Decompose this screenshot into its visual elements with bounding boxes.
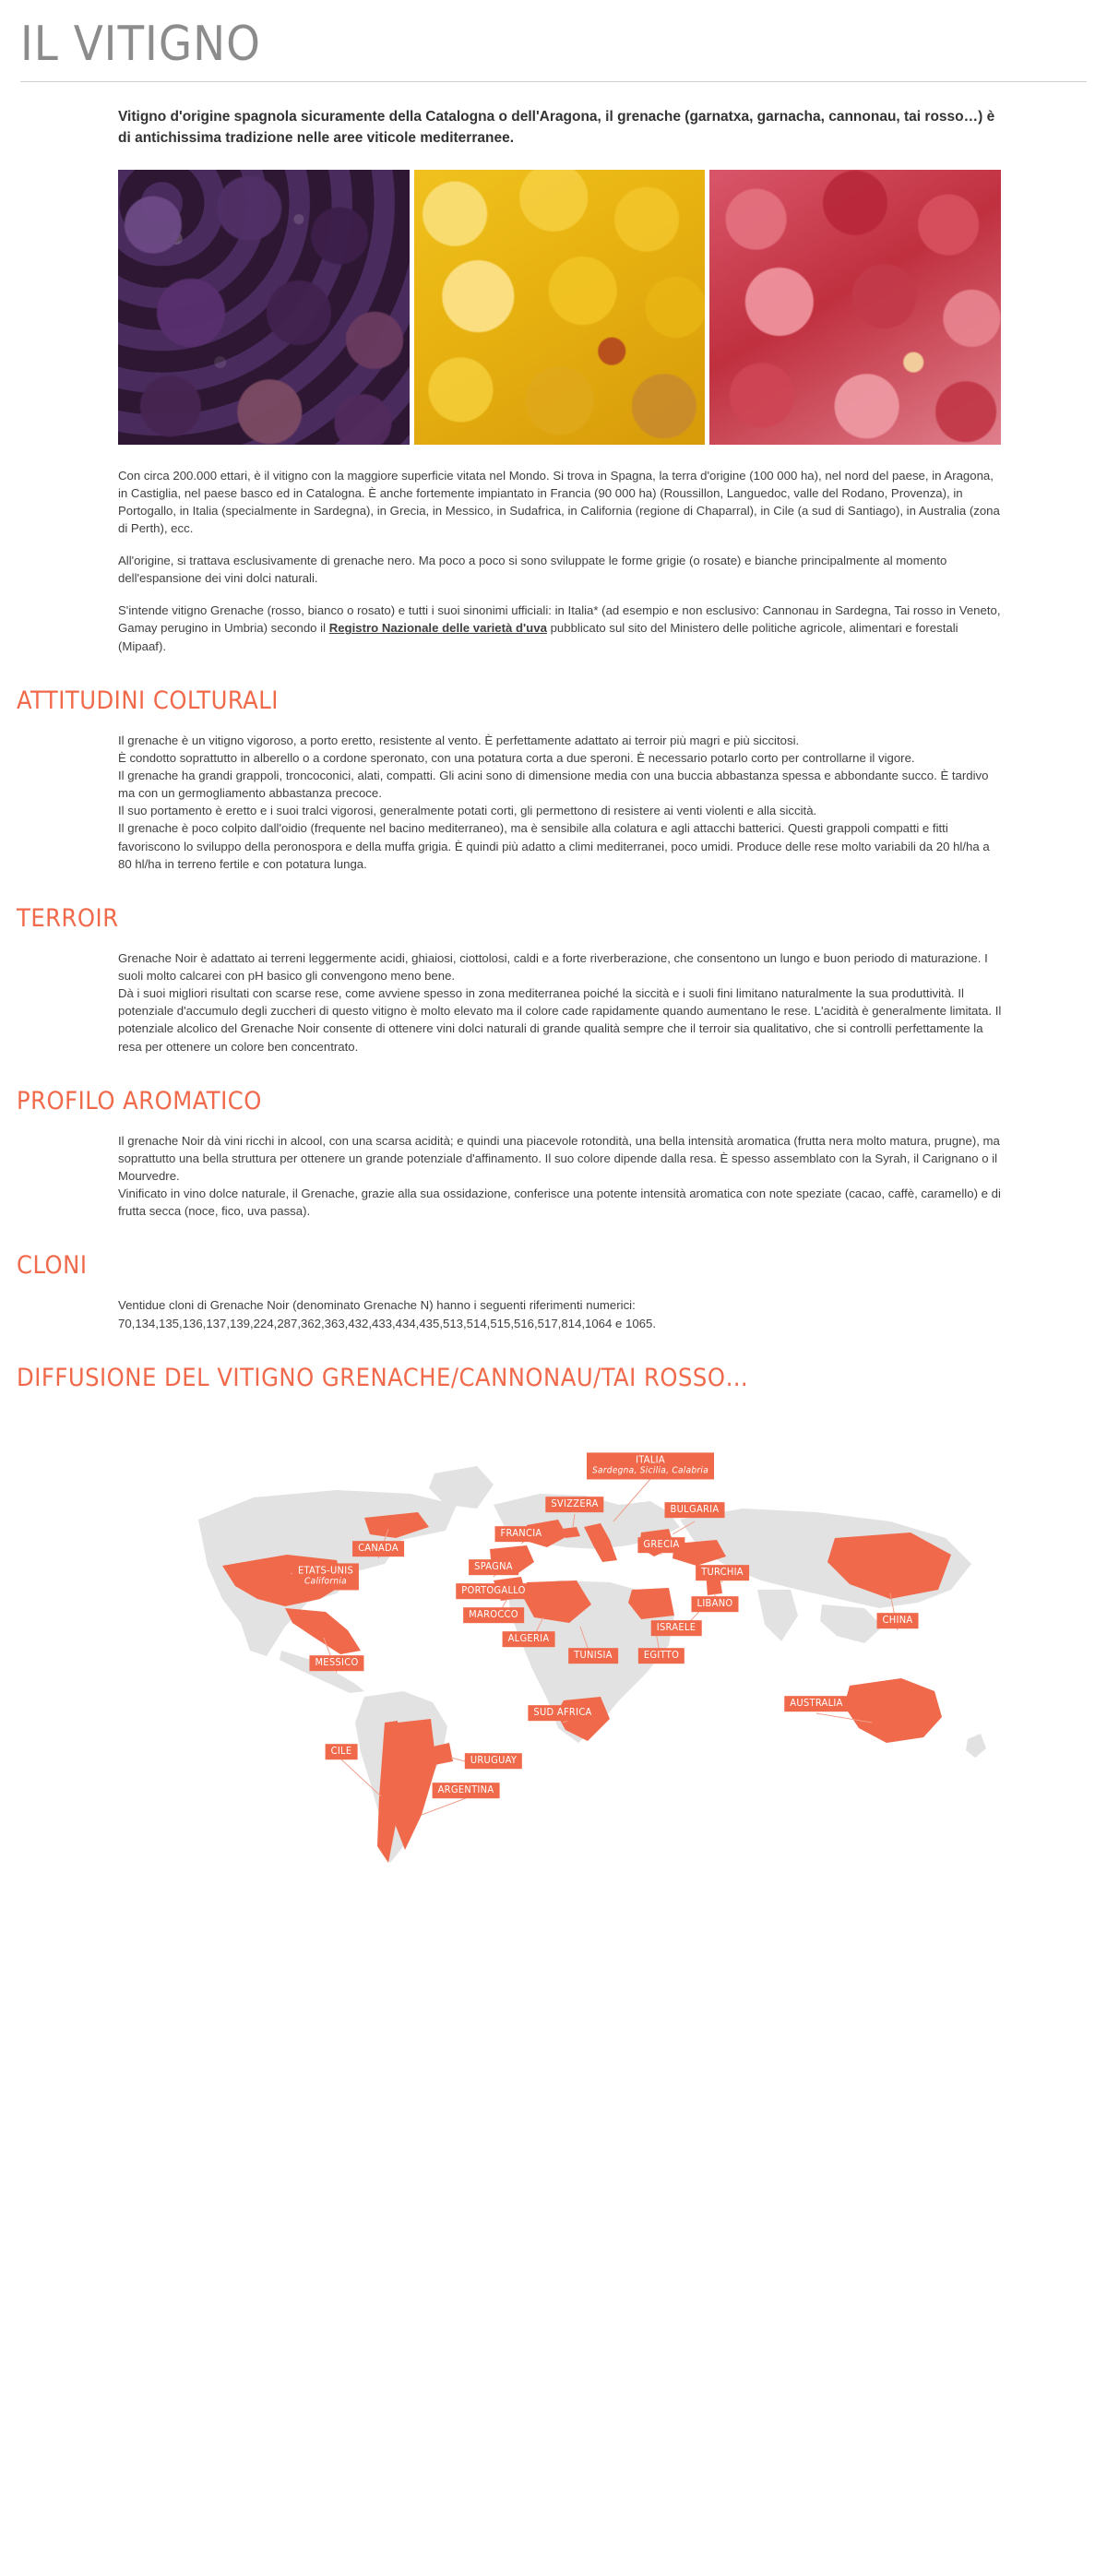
map-label-spagna xyxy=(469,1559,518,1576)
intro-body-paragraph-1: Con circa 200.000 ettari, è il vitigno con la maggiore superficie vitata nel Mondo. Si trova in Spagna, la terra d'origine (100 000 ha), nel nord del paese, in Aragona, in Castiglia, nel paese basco ed in Catalogna. È anche fortemente impiantato in Francia (90 000 ha) (Roussillon, Languedoc, valle del Rodano, Provenza), in Portogallo, in Italia (specialmente in Sardegna), in Grecia, in Messico, in Sudafrica, in California (regione di Chaparral), in Cile (a sud di Santiago), in Australia (zona di Perth), ecc. xyxy=(118,468,1000,535)
map-label-text: CANADA xyxy=(358,1541,399,1554)
paragraph: Il suo portamento è eretto e i suoi tralci vigorosi, generalmente potati corti, gli permettono di resistere ai venti violenti e alla siccità. xyxy=(118,804,817,818)
map-label-text: PORTOGALLO xyxy=(461,1583,526,1596)
title-divider xyxy=(20,81,1087,82)
section-heading-cloni: CLONI xyxy=(17,1251,88,1281)
section-heading-attitudini-colturali: ATTITUDINI COLTURALI xyxy=(17,686,279,715)
map-label-text: ARGENTINA xyxy=(437,1783,494,1795)
map-label-text: BULGARIA xyxy=(670,1502,720,1515)
paragraph: Il grenache Noir dà vini ricchi in alcool, con una scarsa acidità; e quindi una piacevole rotondità, una bella intensità aromatica (frutta nera molto matura, prugne), ma soprattutto una bella struttura per ottenere un grande potenziale d'affinamento. Il suo colore dipende dalla resa. È spesso assemblato con la Syrah, il Carignano o il Mourvedre. xyxy=(118,1133,1000,1184)
map-label-text: ALGERIA xyxy=(507,1631,550,1644)
paragraph: È condotto soprattutto in alberello o a cordone speronato, con una potatura corta a due speroni. È necessario potarlo corto per controllarne il vigore. xyxy=(118,750,915,765)
grapes-dark-purple-photo xyxy=(118,170,410,445)
world-distribution-map xyxy=(60,1409,1047,1926)
map-label-tunisia xyxy=(568,1648,618,1664)
map-label-text: SUD AFRICA xyxy=(533,1705,592,1718)
map-label-marocco xyxy=(463,1607,524,1624)
registro-nazionale-link[interactable]: Registro Nazionale delle varietà d'uva xyxy=(328,621,547,636)
synonyms-text-before: S'intende vitigno Grenache (rosso, bianco o rosato) e tutti i suoi sinonimi ufficiali: in Italia* (ad esempio e non esclusivo: Cannonau in Sardegna, Tai rosso in Veneto, Gamay perugino in Umbria) secondo il xyxy=(118,603,1001,636)
map-label-algeria xyxy=(503,1631,555,1648)
map-label-italia xyxy=(587,1452,714,1479)
intro-body-paragraph-2: All'origine, si trattava esclusivamente di grenache nero. Ma poco a poco si sono sviluppate le forme grigie (o rosate) e bianche principalmente al momento dell'espansione dei vini dolci naturali. xyxy=(118,554,947,586)
grape-photo-strip xyxy=(118,170,1001,445)
map-label-text: MAROCCO xyxy=(469,1607,518,1620)
document-page xyxy=(0,17,1107,1962)
map-label-subtext: California xyxy=(304,1576,347,1587)
map-label-bulgaria xyxy=(665,1502,725,1519)
map-label-grecia xyxy=(637,1537,684,1554)
paragraph: Il grenache è un vitigno vigoroso, a porto eretto, resistente al vento. È perfettamente adattato ai terroir più magri e più siccitosi. xyxy=(118,733,800,747)
map-label-text: SVIZZERA xyxy=(551,1497,599,1509)
synonyms-paragraph xyxy=(118,602,1004,654)
map-label-argentina xyxy=(433,1783,500,1799)
section-body-attitudini-colturali xyxy=(0,732,1107,873)
map-label-egitto xyxy=(638,1648,684,1664)
grapes-pink-photo xyxy=(709,170,1001,445)
section-body-terroir xyxy=(0,949,1107,1055)
section-heading-profilo-aromatico: PROFILO AROMATICO xyxy=(17,1086,262,1115)
map-label-text: LIBANO xyxy=(696,1596,733,1609)
map-label-cile xyxy=(326,1744,358,1760)
grapes-yellow-photo xyxy=(414,170,706,445)
map-label-libano xyxy=(692,1596,739,1613)
synonyms-text-after: pubblicato sul sito del Ministero delle politiche agricole, alimentari e forestali (Mipaaf). xyxy=(118,621,958,653)
map-label-messico xyxy=(309,1655,363,1672)
paragraph: Vinificato in vino dolce naturale, il Grenache, grazie alla sua ossidazione, conferisce una potente intensità aromatica con note speziate (cacao, caffè, caramello) e di frutta secca (noce, fico, uva passa). xyxy=(118,1187,1001,1219)
map-label-text: TUNISIA xyxy=(574,1648,613,1661)
section-body-cloni xyxy=(0,1296,1107,1331)
map-label-text: ETATS-UNIS xyxy=(297,1564,354,1577)
map-label-subtext: Sardegna, Sicilia, Calabria xyxy=(591,1465,709,1476)
section-heading-terroir: TERROIR xyxy=(17,903,119,933)
map-label-svizzera xyxy=(545,1497,603,1513)
paragraph: Il grenache è poco colpito dall'oidio (frequente nel bacino mediterraneo), ma è sensibile alla colatura e agli attacchi batterici. Questi grappoli compatti e fitti favoriscono lo sviluppo della peronospora e della muffa grigia. È quindi più adatto a climi mediterranei, poco umidi. Produce delle rese molto variabili da 20 hl/ha a 80 hl/ha in terreno fertile e con potatura lunga. xyxy=(118,821,990,871)
page-title: IL VITIGNO xyxy=(20,17,261,72)
map-label-text: CILE xyxy=(330,1744,352,1757)
map-label-text: AUSTRALIA xyxy=(790,1696,843,1709)
map-label-text: EGITTO xyxy=(643,1648,680,1661)
section-body-profilo-aromatico xyxy=(0,1132,1107,1221)
section-heading-diffusione: DIFFUSIONE DEL VITIGNO GRENACHE/CANNONAU/TAI ROSSO… xyxy=(17,1363,749,1392)
map-label-text: CHINA xyxy=(882,1613,913,1626)
map-label-text: FRANCIA xyxy=(500,1526,542,1539)
map-label-francia xyxy=(495,1526,548,1543)
map-label-china xyxy=(877,1613,919,1629)
map-label-text: SPAGNA xyxy=(474,1559,513,1572)
map-label-turchia xyxy=(696,1565,749,1581)
paragraph: 70,134,135,136,137,139,224,287,362,363,432,433,434,435,513,514,515,516,517,814,1064 e 1065. xyxy=(118,1316,656,1330)
map-label-text: MESSICO xyxy=(315,1655,359,1668)
map-label-israele xyxy=(651,1620,702,1637)
paragraph: Il grenache ha grandi grappoli, troncoconici, alati, compatti. Gli acini sono di dimensione media con una buccia abbastanza spessa e abbondante succo. È tardivo ma con un germogliamento abbastanza precoce. xyxy=(118,769,989,801)
paragraph: Ventidue cloni di Grenache Noir (denominato Grenache N) hanno i seguenti riferimenti numerici: xyxy=(118,1298,636,1313)
paragraph: Dà i suoi migliori risultati con scarse rese, come avviene spesso in zona mediterranea poiché la siccità e i suoli fini limitano naturalmente la sua produttività. Il potenziale d'accumulo degli zuccheri di questo vitigno è molto elevato ma il colore cade rapidamente quando aumentano le rese. L'acidità è generalmente limitata. Il potenziale alcolico del Grenache Noir consente di ottenere vini dolci naturali di grande qualità sempre che il terroir sia qualitativo, che si controlli perfettamente la resa per ottenere un colore ben concentrato. xyxy=(118,986,1002,1054)
map-label-text: ISRAELE xyxy=(656,1620,696,1633)
map-label-text: URUGUAY xyxy=(470,1753,518,1766)
paragraph: Grenache Noir è adattato ai terreni leggermente acidi, ghiaiosi, ciottolosi, caldi e a forte riverberazione, che consentono un lungo e buon periodo di maturazione. I suoli molto calcarei con pH basico gli convengono meno bene. xyxy=(118,950,988,984)
map-label-text: ITALIA xyxy=(636,1453,665,1466)
map-label-text: GRECIA xyxy=(643,1537,680,1550)
map-label-sud-africa xyxy=(528,1705,597,1722)
map-label-text: TURCHIA xyxy=(701,1565,744,1578)
intro-block xyxy=(0,106,1107,655)
map-label-canada xyxy=(352,1541,404,1557)
map-label-uruguay xyxy=(465,1753,522,1770)
map-label-portogallo xyxy=(456,1583,531,1600)
intro-paragraph: Vitigno d'origine spagnola sicuramente della Catalogna o dell'Aragona, il grenache (garnatxa, garnacha, cannonau, tai rosso…) è di antichissima tradizione nelle aree viticole mediterranee. xyxy=(118,109,995,147)
map-label-etats-unis xyxy=(292,1563,359,1590)
map-label-australia xyxy=(784,1696,848,1712)
